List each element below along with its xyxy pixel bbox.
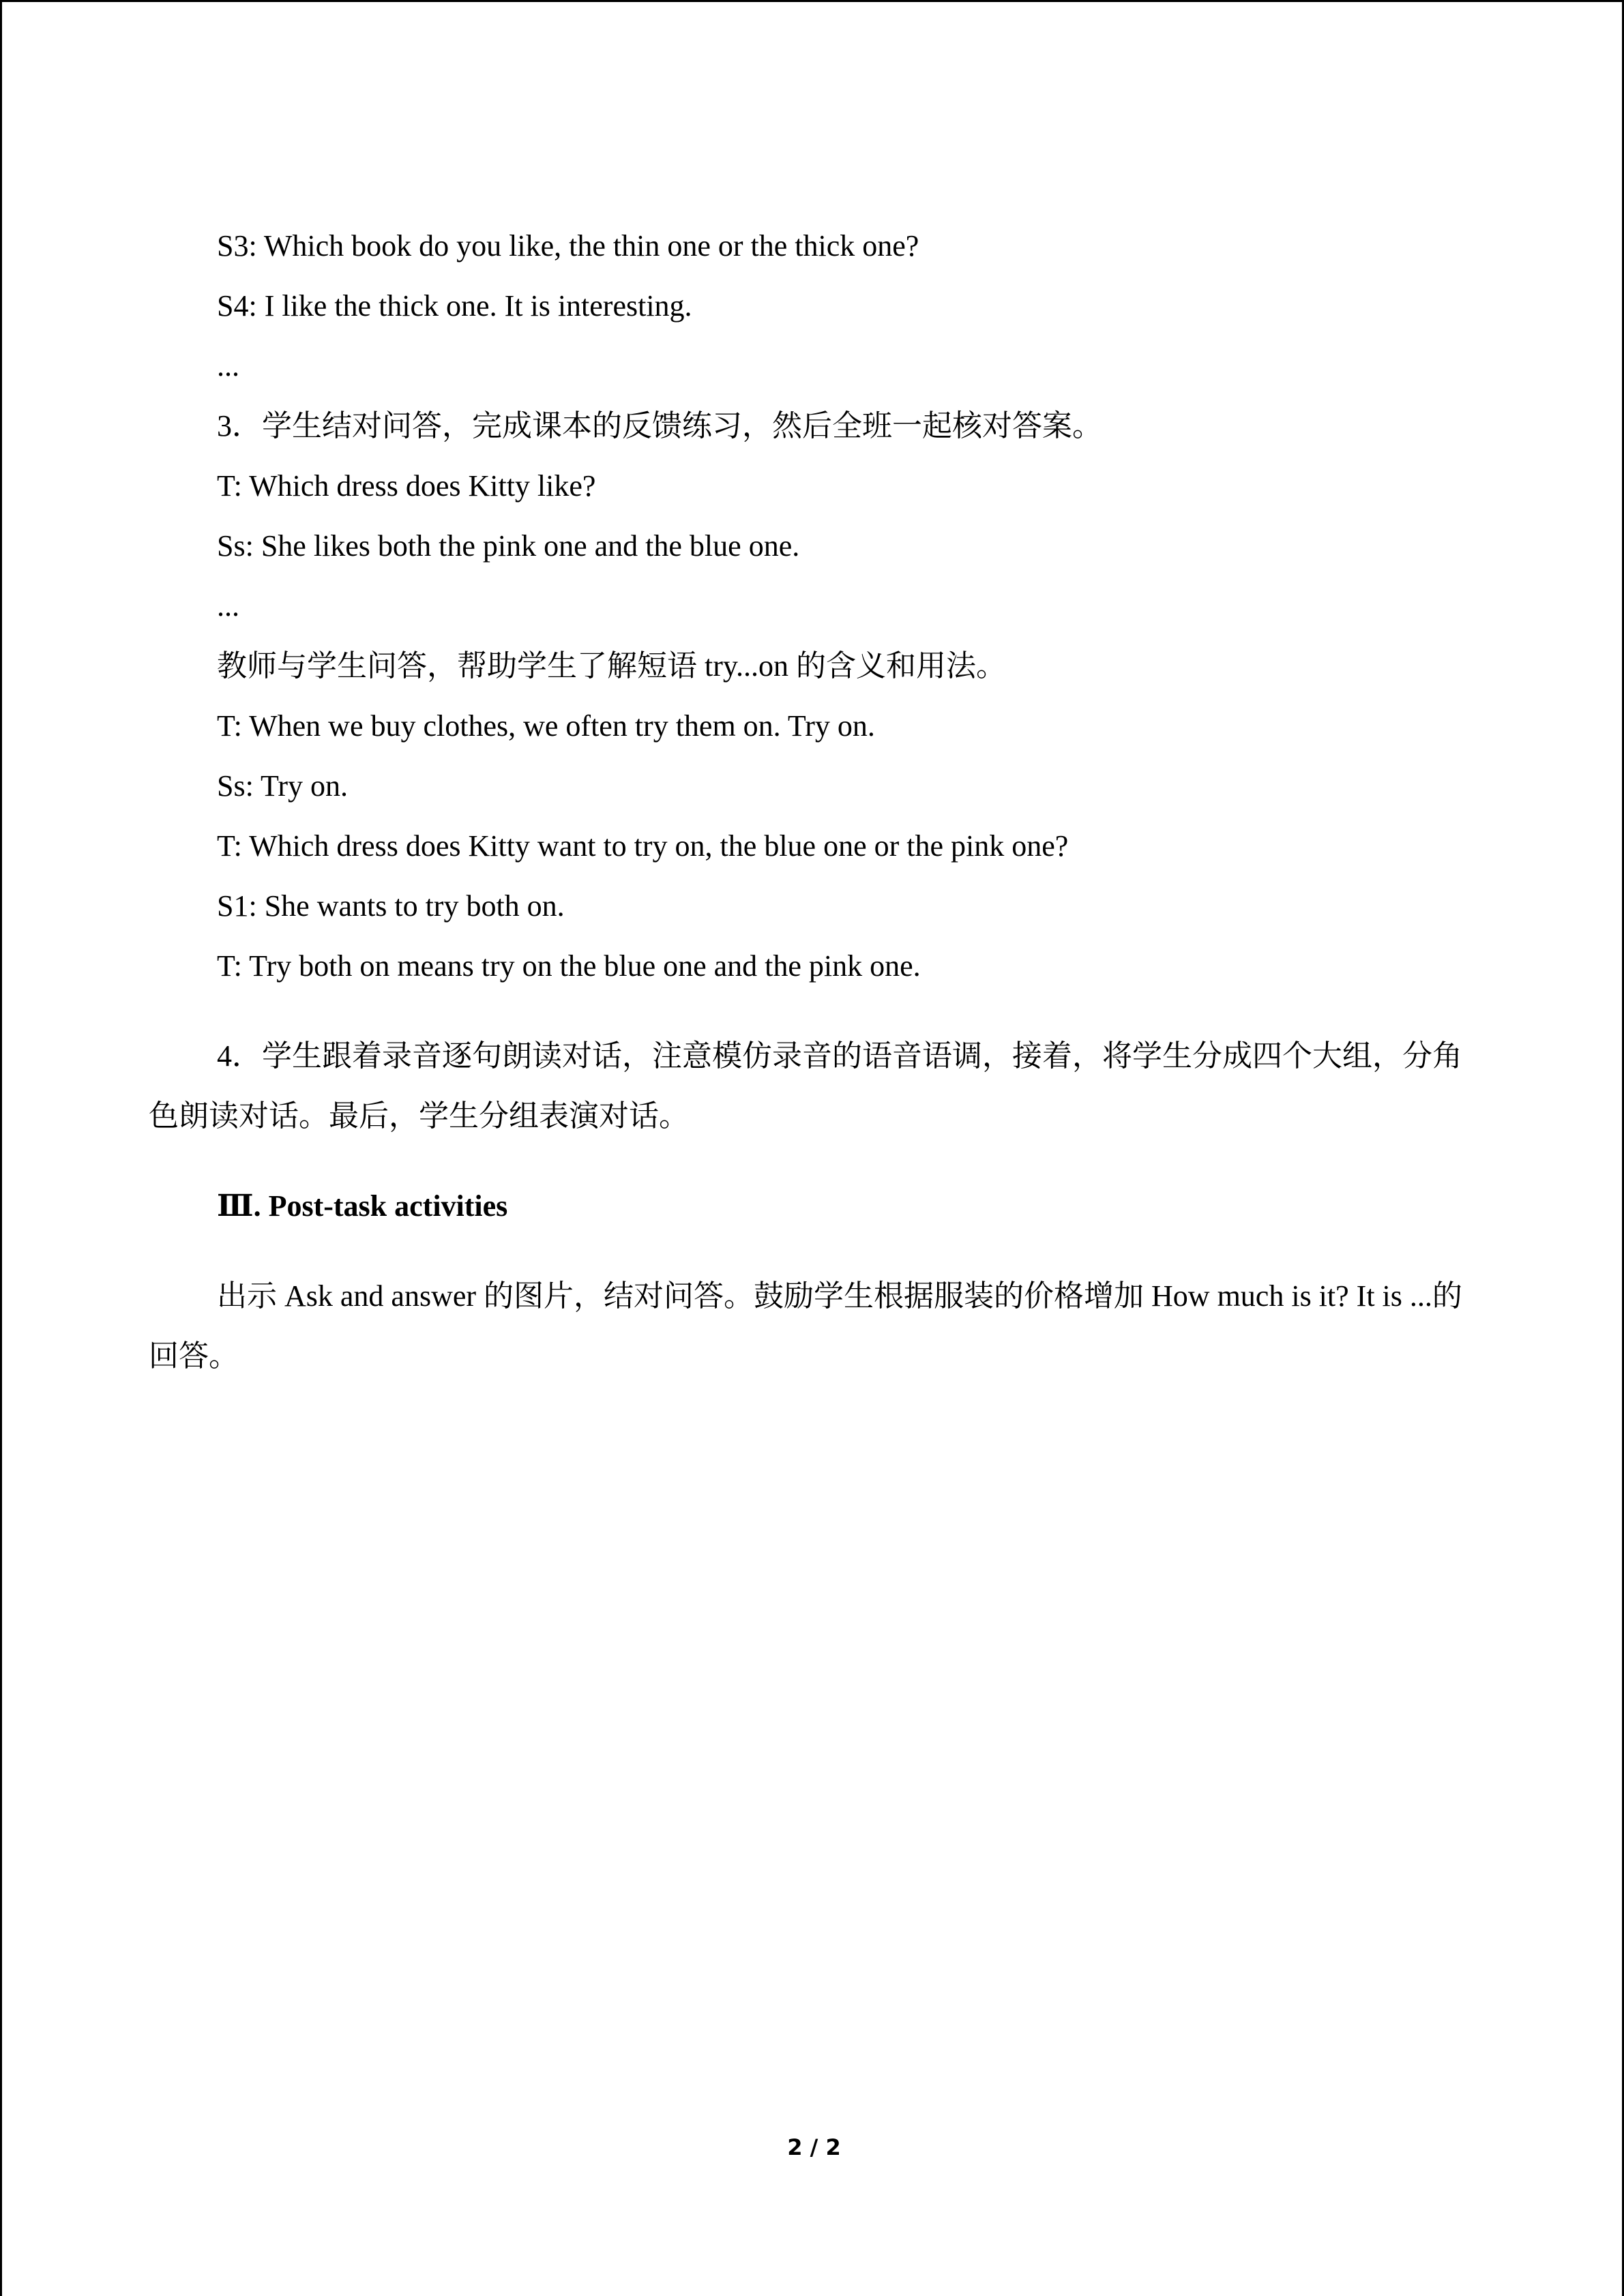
step-3-paragraph: 3．学生结对问答，完成课本的反馈练习，然后全班一起核对答案。	[217, 409, 1102, 443]
ellipsis-line: ...	[217, 349, 239, 383]
section-heading-post-task: Ⅲ. Post-task activities	[217, 1189, 508, 1223]
dialogue-line-s3: S3: Which book do you like, the thin one or the thick one?	[217, 229, 919, 263]
dialogue-line-t-clothes: T: When we buy clothes, we often try them on. Try on.	[217, 709, 875, 743]
page-number: 2 / 2	[787, 2134, 841, 2160]
post-task-paragraph: 出示 Ask and answer 的图片，结对问答。鼓励学生根据服装的价格增加 How much is it? It is ...的回答。	[149, 1279, 1462, 1373]
dialogue-line-t-which-dress: T: Which dress does Kitty want to try on, the blue one or the pink one?	[217, 829, 1069, 863]
ellipsis-line: ...	[217, 589, 239, 623]
step-4-paragraph: 4．学生跟着录音逐句朗读对话，注意模仿录音的语音语调，接着，将学生分成四个大组，分角色朗读对话。最后，学生分组表演对话。	[149, 1039, 1462, 1133]
teacher-instruction-line: 教师与学生问答，帮助学生了解短语 try...on 的含义和用法。	[217, 649, 1007, 683]
dialogue-line-t-question: T: Which dress does Kitty like?	[217, 469, 596, 503]
document-body	[149, 216, 1486, 1416]
dialogue-line-ss-try-on: Ss: Try on.	[217, 769, 349, 803]
dialogue-line-s1: S1: She wants to try both on.	[217, 889, 565, 923]
dialogue-line-s4: S4: I like the thick one. It is interesting.	[217, 289, 692, 323]
dialogue-line-t-try-both: T: Try both on means try on the blue one and the pink one.	[217, 949, 921, 983]
dialogue-line-ss-answer: Ss: She likes both the pink one and the blue one.	[217, 529, 800, 563]
